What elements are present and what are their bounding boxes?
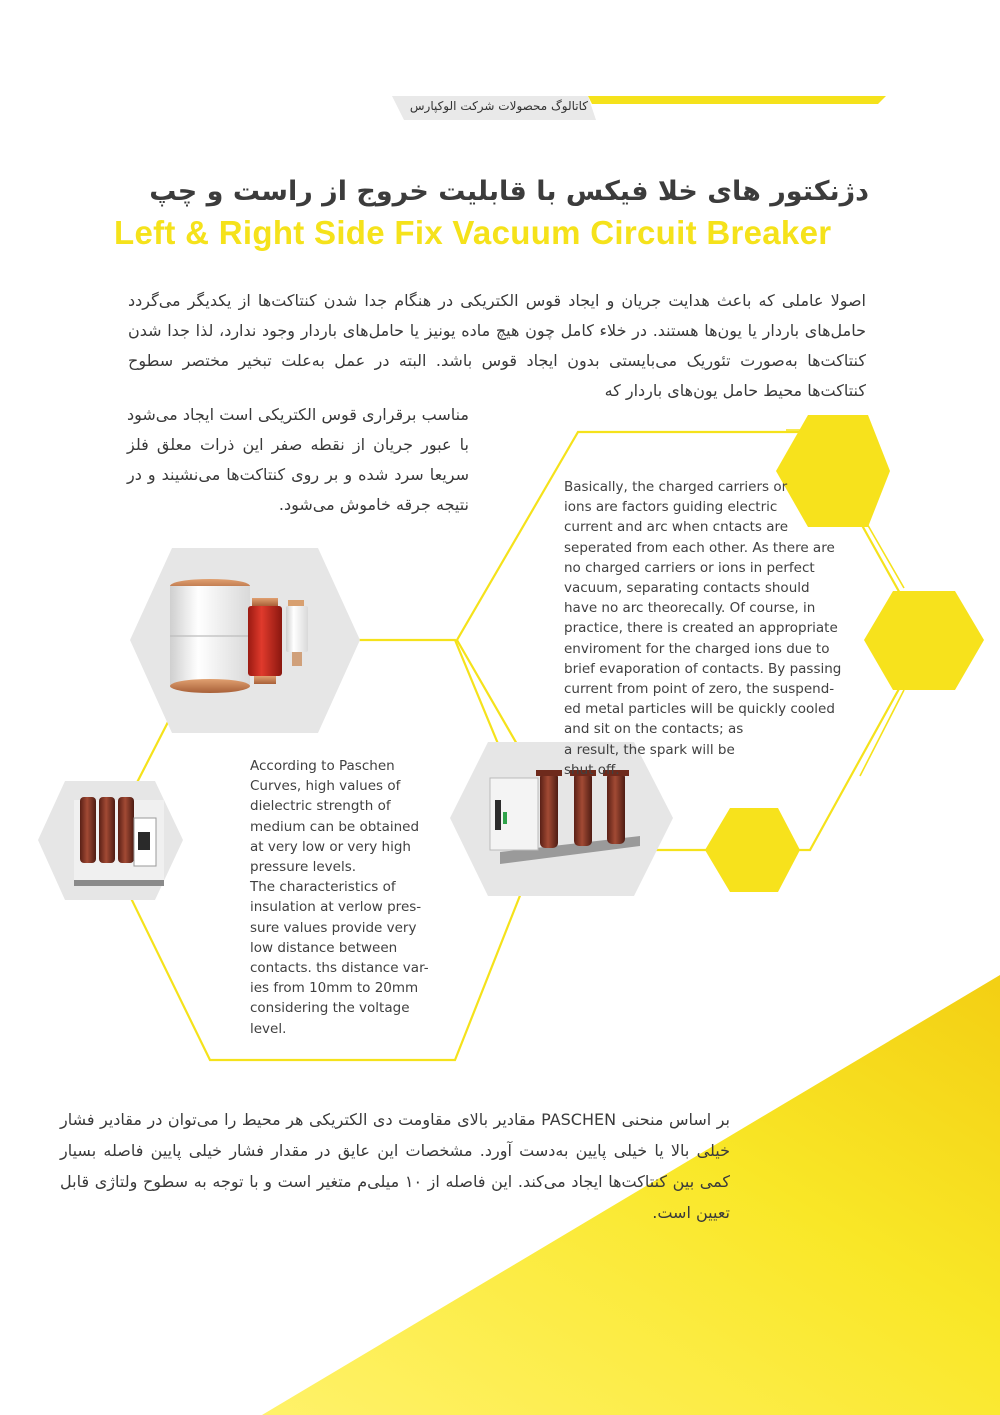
persian-bottom-paragraph: بر اساس منحنی PASCHEN مقادیر بالای مقاومت دی الکتریکی هر محیط را می‌توان در مقادیر فشار خیلی بالا یا خیلی پایین به‌دست آورد. مشخصات این عایق در مقدار فشار خیلی پایین فاصله بسیار کمی بین کنتاکت‌ها ایجاد می‌کند. این فاصله از ۱۰ میلی‌م متغیر است و با توجه به سطوح ولتاژی قابل تعیین است. (60, 1110, 731, 1222)
english-right-paragraph: Basically, the charged carriers or ions are factors guiding electric current and arc when cntacts are seperated from each other. As there are no charged carriers or ions in perfect vacuum, separating contacts should have no arc theorecally. Of course, in practice, there is created an appropriate enviroment for the charged ions due to brief evaporation of contacts. By passing current from point of zero, the suspend- ed metal particles will be quickly cooled and sit on the contacts; as a result, the spark will be shut off. (564, 479, 842, 778)
connector-line (866, 522, 904, 588)
yellow-hex-bottom (705, 808, 800, 892)
page-title-english: Left & Right Side Fix Vacuum Circuit Breaker (114, 214, 832, 251)
vcb-left-outlet-photo (74, 797, 164, 886)
catalog-header-label: کاتالوگ محصولات شرکت الوکپارس (409, 99, 588, 113)
english-left-paragraph: According to Paschen Curves, high values of dielectric strength of medium can be obtained at very low or very high pressure levels. The characteristics of insulation at verlow pres- sure values provide very low distance between contacts. ths distance var- ies from 10mm to 20mm considering the voltage level. (250, 758, 429, 1037)
header-yellow-bar (588, 96, 886, 104)
page-title-persian: دژنکتور های خلا فیکس با قابلیت خروج از راست و چپ (149, 176, 869, 207)
persian-intro-continuation: مناسب برقراری قوس الکتریکی است ایجاد می‌شود با عبور جریان از نقطه صفر این ذرات معلق فلز سریعا سرد شده و بر روی کنتاکت‌ها می‌نشیند و در نتیجه جرقه خاموش می‌شود. (127, 405, 469, 514)
connector-line (860, 690, 904, 776)
persian-intro-paragraph: اصولا عاملی که باعث هدایت جریان و ایجاد قوس الکتریکی در هنگام جدا شدن کنتاکت‌ها از یکدیگر می‌گردد حامل‌های باردار یا یون‌ها هستند. در خلاء کامل چون هیچ ماده یونیز یا حامل‌های باردار وجود ندارد، لذا جدا شدن کنتاکت‌ها به‌صورت تئوریک می‌بایستی بدون ایجاد قوس باشد. البته در عمل به‌علت تبخیر مختصر سطوح کنتاکت‌ها محیط حامل یون‌های باردار که (128, 291, 866, 400)
yellow-hex-middle (864, 591, 984, 690)
